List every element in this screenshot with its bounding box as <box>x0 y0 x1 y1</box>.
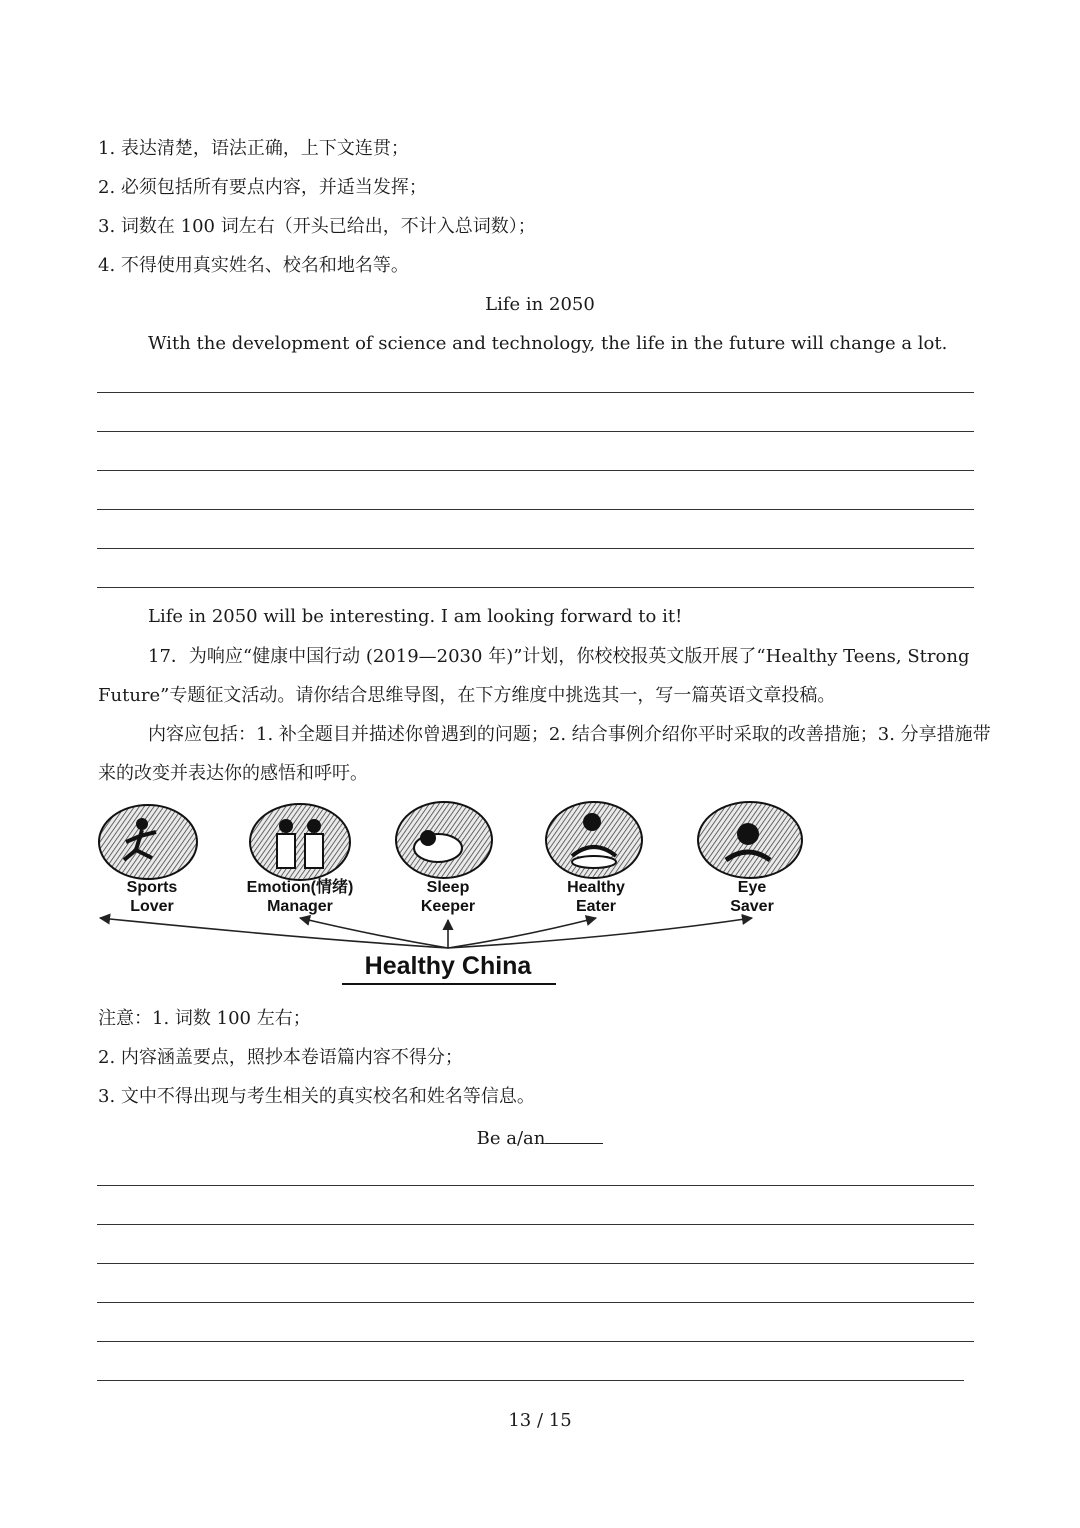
writing-line <box>97 1263 974 1264</box>
node-eye-line2: Saver <box>730 898 774 915</box>
writing-line <box>97 431 974 432</box>
mindmap-arrows <box>100 918 752 948</box>
node-sports-line2: Lover <box>130 898 174 915</box>
requirement-2: 2. 必须包括所有要点内容，并适当发挥； <box>98 177 427 198</box>
note-2: 2. 内容涵盖要点，照抄本卷语篇内容不得分； <box>98 1047 463 1068</box>
writing-line <box>97 548 974 549</box>
sleep-keeper-picture <box>396 802 492 878</box>
writing-line <box>97 1224 974 1225</box>
node-emotion-line1: Emotion(情绪) <box>246 879 354 896</box>
writing-line <box>97 1341 974 1342</box>
requirement-4: 4. 不得使用真实姓名、校名和地名等。 <box>98 255 409 276</box>
writing-line <box>97 587 974 588</box>
writing-line <box>97 392 974 393</box>
sports-lover-picture <box>99 805 197 879</box>
essay-opening-sentence: With the development of science and technology, the life in the future will change a lot. <box>148 333 948 354</box>
node-eye-line1: Eye <box>737 879 767 896</box>
eye-saver-picture <box>698 802 802 878</box>
writing-line <box>97 1185 974 1186</box>
note-1: 注意：1. 词数 100 左右； <box>98 1008 311 1029</box>
node-eater-line2: Eater <box>575 898 617 915</box>
mindmap-center-label: Healthy China <box>364 952 532 980</box>
essay-closing-sentence: Life in 2050 will be interesting. I am looking forward to it! <box>148 606 683 627</box>
writing-line <box>97 470 974 471</box>
question-17-content-requirements: 内容应包括：1. 补全题目并描述你曾遇到的问题；2. 结合事例介绍你平时采取的改善措施；3. 分享措施带来的改变并表达你的感悟和呼吁。 <box>98 724 991 784</box>
page-number: 13 / 15 <box>508 1410 572 1431</box>
emotion-manager-picture <box>250 804 350 880</box>
healthy-eater-picture <box>546 802 642 878</box>
node-sleep-line2: Keeper <box>420 898 476 915</box>
node-eater-line1: Healthy <box>567 879 625 896</box>
essay-title-be-a-an <box>0 1125 1080 1151</box>
question-17-prompt: 17．为响应“健康中国行动 (2019—2030 年)”计划，你校校报英文版开展了“Healthy Teens, Strong Future”专题征文活动。请你结合思维导图，在下方维度中挑选其一，写一篇英语文章投稿。 <box>98 646 970 706</box>
writing-line <box>97 1302 974 1303</box>
title-prefix: Be a/an <box>476 1128 546 1149</box>
requirement-3: 3. 词数在 100 词左右（开头已给出，不计入总词数）； <box>98 216 536 237</box>
essay-title-life-2050: Life in 2050 <box>485 294 595 315</box>
writing-line <box>97 509 974 510</box>
healthy-china-mindmap <box>96 798 816 990</box>
node-sports-line1: Sports <box>126 879 178 896</box>
node-sleep-line1: Sleep <box>426 879 470 896</box>
note-3: 3. 文中不得出现与考生相关的真实校名和姓名等信息。 <box>98 1086 535 1107</box>
node-emotion-line2: Manager <box>267 898 333 915</box>
requirement-1: 1. 表达清楚，语法正确，上下文连贯； <box>98 138 409 159</box>
writing-line <box>97 1380 964 1381</box>
title-blank[interactable] <box>545 1125 603 1144</box>
